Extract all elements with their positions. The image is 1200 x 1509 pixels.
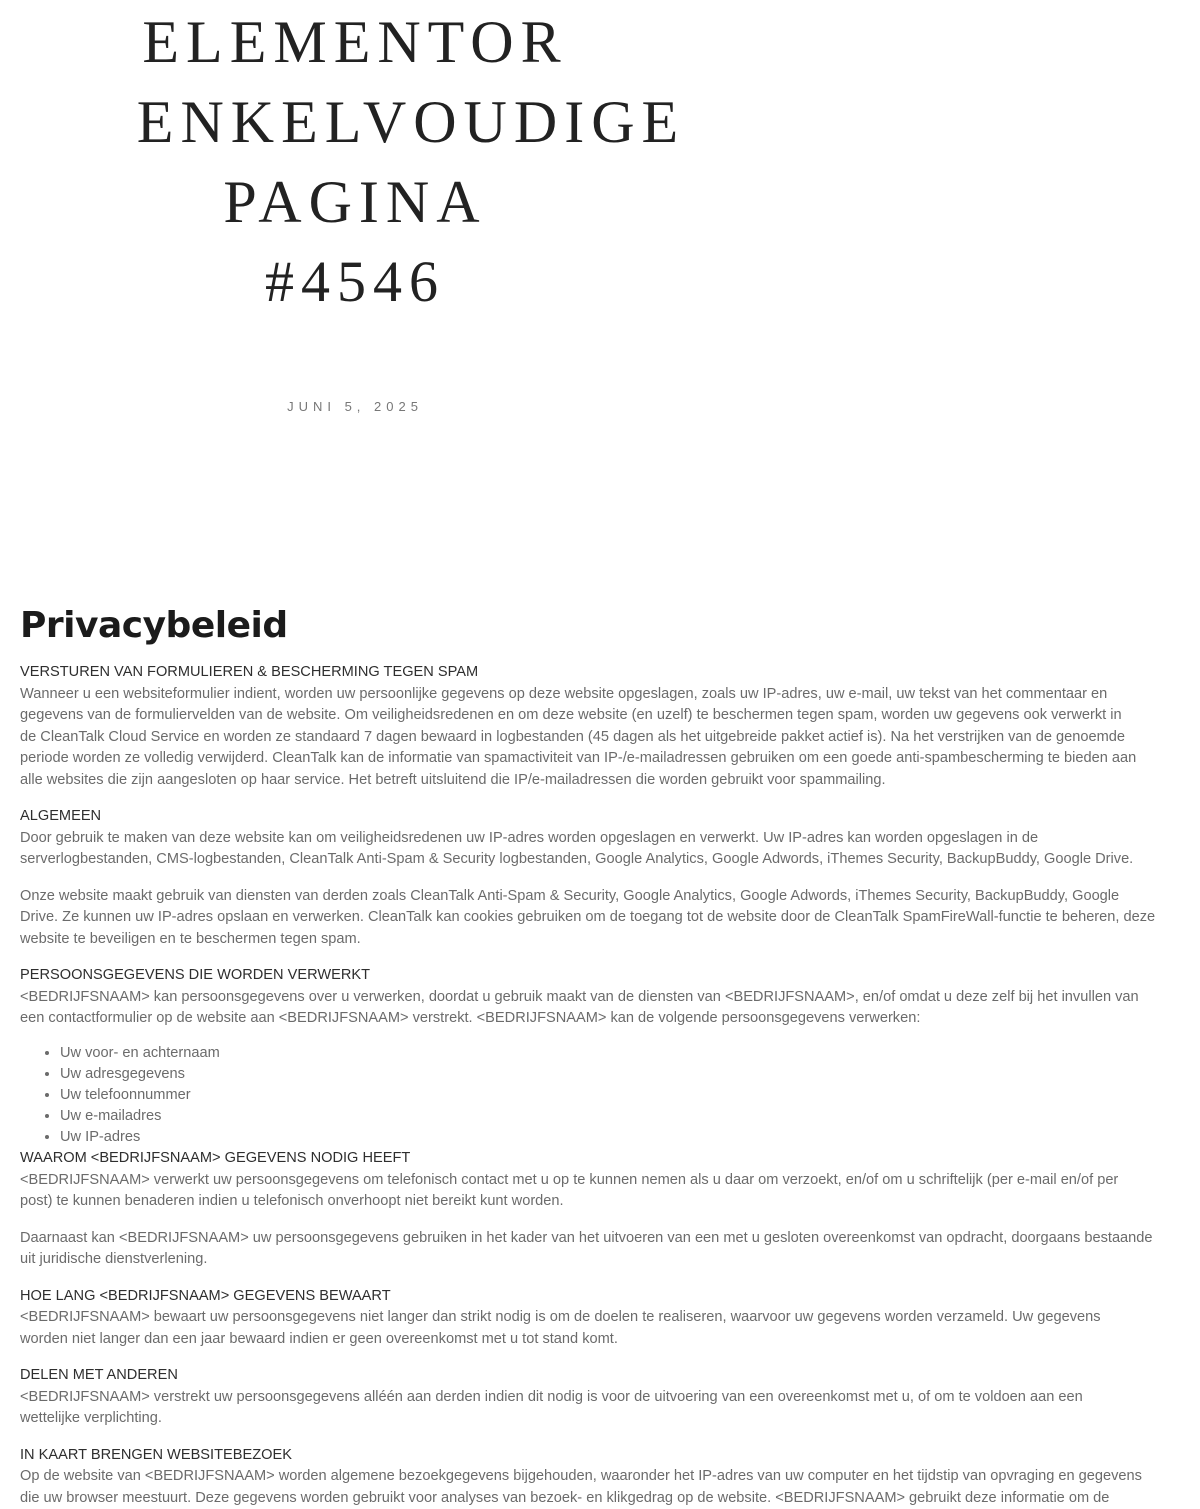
paragraph: [20, 828, 1182, 871]
list-item: • Uw adresgegevens: [60, 1064, 1182, 1085]
text-line: <BEDRIJFSNAAM> kan persoonsgegevens over u verwerken, doordat u gebruik maakt van de diensten van <BEDRIJFSNAAM>, en/of omdat u deze zelf bij het invullen van: [20, 988, 1139, 1005]
post-date: JUNI 5, 2025: [287, 399, 423, 414]
paragraph: [20, 1170, 1182, 1213]
post-title-line: ELEMENTOR: [142, 9, 568, 75]
text-line: Drive. Ze kunnen uw IP-adres opslaan en verwerken. CleanTalk kan cookies gebruiken om de toegang tot de website door de CleanTalk SpamFireWall-functie te beheren, deze: [20, 909, 1156, 925]
spacer: [20, 1350, 1182, 1365]
text-line: serverlogbestanden, CMS-logbestanden, CleanTalk Anti-Spam & Security logbestanden, Google Analytics, Google Adwords, iThemes Security, BackupBuddy, Google Drive.: [20, 851, 1134, 867]
text-line: wettelijke verplichting.: [20, 1410, 162, 1427]
section-heading: ALGEMEEN: [20, 808, 102, 824]
section-personal-data-processed: [20, 965, 1182, 1148]
text-line: gegevens van de formuliervelden van de website. Om veiligheidsredenen en om deze website (en uzelf) te beschermen tegen spam, worden uw gegevens ook verwerkt in: [20, 707, 1122, 723]
paragraph: [20, 1387, 1182, 1430]
section-heading: IN KAART BRENGEN WEBSITEBEZOEK: [20, 1446, 292, 1463]
section-heading: VERSTUREN VAN FORMULIEREN & BESCHERMING TEGEN SPAM: [20, 664, 479, 680]
post-title: [55, 2, 686, 322]
section-heading: DELEN MET ANDEREN: [20, 1367, 178, 1384]
text-line: Wanneer u een websiteformulier indient, worden uw persoonlijke gegevens op deze website opgeslagen, zoals uw IP-adres, uw e-mail, uw tekst van het commentaar en: [20, 685, 1108, 702]
text-line: Onze website maakt gebruik van diensten van derden zoals CleanTalk Anti-Spam & Security, Google Analytics, Google Adwords, iThemes Security, BackupBuddy, Google: [20, 887, 1120, 904]
paragraph: [20, 1466, 1182, 1509]
spacer: [20, 1430, 1182, 1445]
text-line: uit juridische dienstverlening.: [20, 1251, 208, 1268]
text-line: <BEDRIJFSNAAM> verstrekt uw persoonsgegevens alléén aan derden indien dit nodig is voor de uitvoering van een overeenkomst met u, of om te voldoen aan een: [20, 1388, 1083, 1405]
section-website-visits: [20, 1445, 1182, 1509]
personal-data-list: [20, 1043, 1182, 1149]
text-line: de CleanTalk Cloud Service en worden ze standaard 7 dagen bewaard in logbestanden (45 dagen als het uitgebreide pakket actief is). Na het verstrijken van de genoemde: [20, 728, 1125, 745]
section-form-submission-spam: [20, 662, 1182, 791]
text-line: periode worden ze volledig verwijderd. CleanTalk kan de informatie van spamactiviteit van IP-/e-mailadressen gebruiken om een goede anti-spambescherming te bieden aan: [20, 750, 1137, 766]
text-line: worden niet langer dan een jaar bewaard indien er geen overeenkomst met u tot stand komt.: [20, 1330, 618, 1347]
paragraph: [20, 684, 1182, 792]
post-title-line: PAGINA: [223, 169, 487, 235]
section-heading: PERSOONSGEGEVENS DIE WORDEN VERWERKT: [20, 967, 371, 983]
text-line: post) te kunnen benaderen indien u telefonisch onverhoopt niet bereikt kunt worden.: [20, 1193, 564, 1210]
section-sharing: [20, 1365, 1182, 1430]
post-hero: [0, 0, 710, 560]
section-why-data-needed: [20, 1148, 1182, 1271]
text-line: <BEDRIJFSNAAM> verwerkt uw persoonsgegevens om telefonisch contact met u op te kunnen nemen als u daar om verzoekt, en/of om u schriftelijk (per e-mail en/of per: [20, 1171, 1119, 1188]
spacer: [20, 950, 1182, 965]
post-title-line: #4546: [265, 249, 445, 314]
spacer: [20, 1213, 1182, 1228]
paragraph: [20, 987, 1182, 1030]
spacer: [20, 1271, 1182, 1286]
text-line: Op de website van <BEDRIJFSNAAM> worden algemene bezoekgegevens bijgehouden, waaronder het IP-adres van uw computer en het tijdstip van opvraging en gegevens: [20, 1468, 1142, 1485]
section-retention: [20, 1286, 1182, 1351]
text-line: <BEDRIJFSNAAM> bewaart uw persoonsgegevens niet langer dan strikt nodig is om de doelen te realiseren, waarvoor uw gegevens worden verzameld. Uw gegevens: [20, 1309, 1101, 1326]
paragraph: [20, 1307, 1182, 1350]
text-line: website te beveiligen en te beschermen tegen spam.: [20, 930, 361, 947]
paragraph: [20, 1228, 1182, 1271]
text-line: alle websites die zijn aangesloten op haar service. Het betreft uitsluitend die IP/e-mailadressen die worden gebruikt voor spammailing.: [20, 771, 886, 788]
paragraph: [20, 886, 1182, 951]
text-line: een contactformulier op de website aan <BEDRIJFSNAAM> verstrekt. <BEDRIJFSNAAM> kan de volgende persoonsgegevens verwerken:: [20, 1010, 921, 1026]
list-item: • Uw voor- en achternaam: [60, 1043, 1182, 1064]
section-heading: HOE LANG <BEDRIJFSNAAM> GEGEVENS BEWAART: [20, 1287, 391, 1304]
list-item: • Uw IP-adres: [60, 1127, 1182, 1148]
article-content: [20, 600, 1182, 1509]
spacer: [20, 791, 1182, 806]
spacer: [20, 871, 1182, 886]
list-item: • Uw telefoonnummer: [60, 1085, 1182, 1106]
section-heading: WAAROM <BEDRIJFSNAAM> GEGEVENS NODIG HEEFT: [20, 1150, 411, 1167]
text-line: Door gebruik te maken van deze website kan om veiligheidsredenen uw IP-adres worden opgeslagen en verwerkt. Uw IP-adres kan worden opgeslagen in de: [20, 829, 1039, 846]
text-line: Daarnaast kan <BEDRIJFSNAAM> uw persoonsgegevens gebruiken in het kader van het uitvoeren van een met u gesloten overeenkomst van opdracht, doorgaans bestaande: [20, 1229, 1153, 1246]
page-heading: Privacybeleid: [20, 605, 288, 646]
post-title-line: ENKELVOUDIGE: [136, 89, 686, 155]
section-general: [20, 806, 1182, 950]
text-line: die uw browser meestuurt. Deze gegevens worden gebruikt voor analyses van bezoek- en klikgedrag op de website. <BEDRIJFSNAAM> gebruikt deze informatie om de: [20, 1489, 1110, 1506]
list-item: • Uw e-mailadres: [60, 1106, 1182, 1127]
